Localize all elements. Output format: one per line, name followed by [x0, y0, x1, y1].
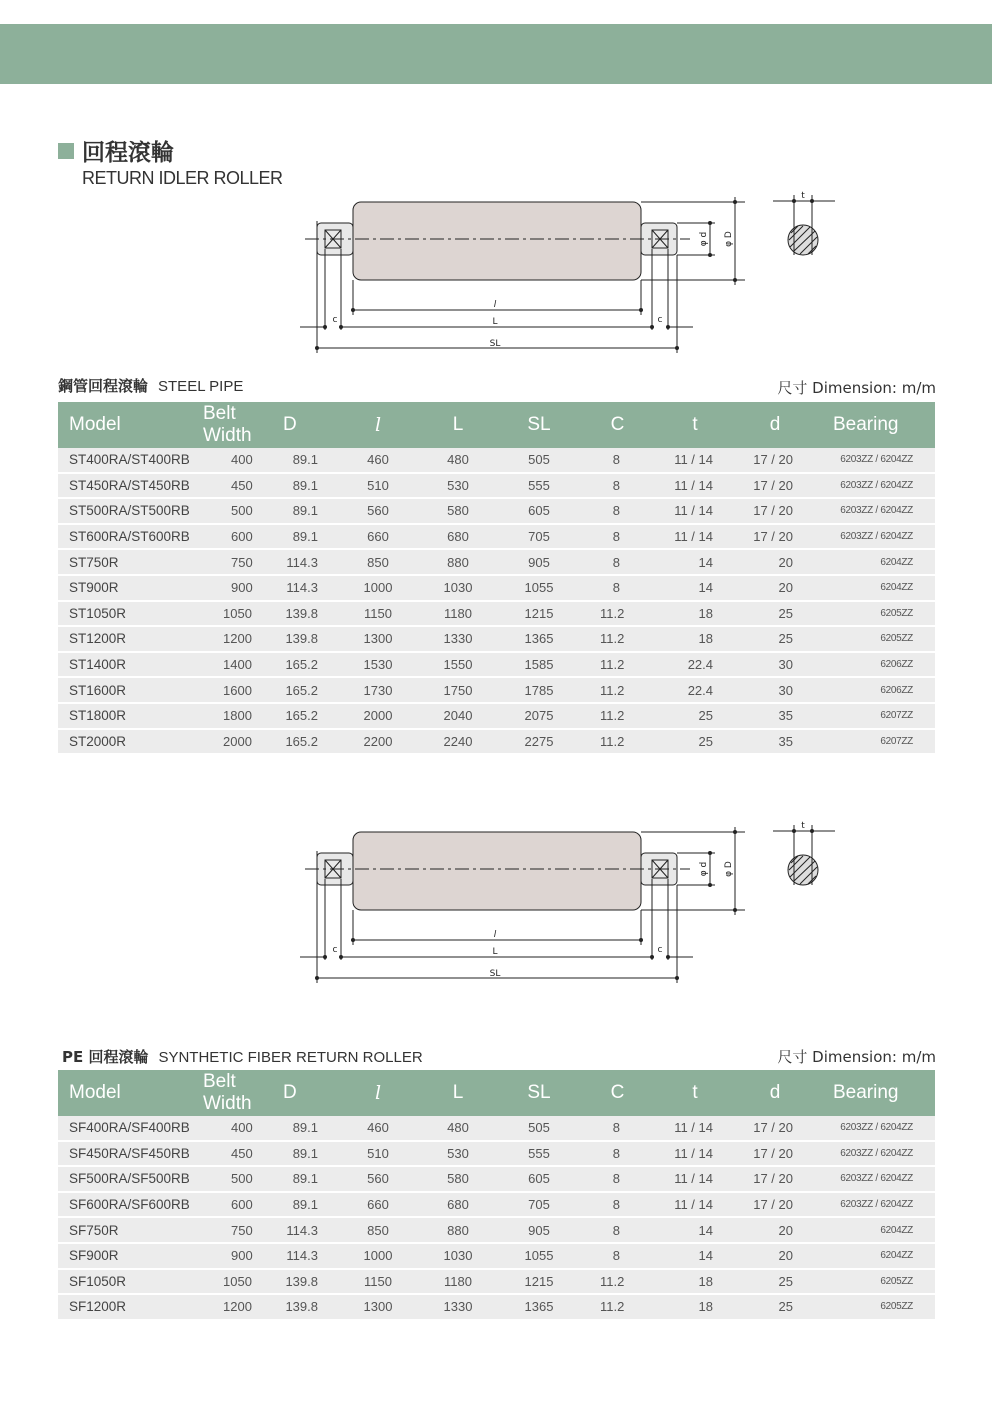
cell-SL: 705 [498, 1192, 580, 1218]
cell-t: 18 [655, 601, 735, 627]
cell-D: 114.3 [283, 1217, 338, 1243]
cell-l: 460 [338, 448, 418, 473]
cell-C: 8 [580, 549, 655, 575]
table-row [58, 575, 935, 601]
cell-model: SF400RA/SF400RB [58, 1116, 203, 1141]
cell-C: 11.2 [580, 1269, 655, 1295]
cell-C: 11.2 [580, 703, 655, 729]
table-row [58, 1192, 935, 1218]
cell-SL: 2075 [498, 703, 580, 729]
cell-D: 165.2 [283, 677, 338, 703]
cell-t: 22.4 [655, 677, 735, 703]
cell-t: 18 [655, 1269, 735, 1295]
cell-D: 114.3 [283, 549, 338, 575]
cell-L: 530 [418, 473, 498, 499]
cell-t: 25 [655, 703, 735, 729]
cell-SL: 605 [498, 498, 580, 524]
cell-L: 2240 [418, 729, 498, 755]
cell-d: 20 [735, 1217, 815, 1243]
cell-model: ST1200R [58, 626, 203, 652]
col-C: C [610, 1082, 625, 1103]
cell-model: ST750R [58, 549, 203, 575]
cell-l: 1000 [338, 575, 418, 601]
cell-SL: 555 [498, 473, 580, 499]
col-SL: SL [527, 1082, 551, 1103]
cell-D: 139.8 [283, 1294, 338, 1320]
cell-model: ST900R [58, 575, 203, 601]
cell-d: 17 / 20 [735, 1116, 815, 1141]
label-c-left: c [332, 945, 338, 955]
label-c-right: c [657, 945, 663, 955]
cell-t: 11 / 14 [655, 1116, 735, 1141]
cell-belt-width: 1050 [203, 1269, 283, 1295]
cell-d: 25 [735, 626, 815, 652]
cell-bearing: 6203ZZ / 6204ZZ [815, 498, 935, 524]
cell-t: 14 [655, 1243, 735, 1269]
cell-l: 850 [338, 1217, 418, 1243]
cell-C: 8 [580, 575, 655, 601]
cell-t: 14 [655, 1217, 735, 1243]
cell-t: 11 / 14 [655, 473, 735, 499]
cell-l: 1300 [338, 1294, 418, 1320]
cell-t: 11 / 14 [655, 1166, 735, 1192]
col-D: D [283, 1082, 297, 1103]
cell-C: 11.2 [580, 677, 655, 703]
cell-SL: 505 [498, 448, 580, 473]
cell-belt-width: 1050 [203, 601, 283, 627]
cell-D: 114.3 [283, 1243, 338, 1269]
table-row [58, 626, 935, 652]
cell-bearing: 6206ZZ [815, 677, 935, 703]
cell-D: 114.3 [283, 575, 338, 601]
label-c-left: c [332, 315, 338, 325]
cell-belt-width: 600 [203, 524, 283, 550]
cell-model: SF1050R [58, 1269, 203, 1295]
cell-belt-width: 1200 [203, 626, 283, 652]
cell-d: 30 [735, 652, 815, 678]
cell-l: 560 [338, 1166, 418, 1192]
steel-caption: 鋼管回程滾輪 STEEL PIPE [58, 377, 244, 395]
cell-L: 480 [418, 1116, 498, 1141]
label-L: L [492, 947, 498, 957]
col-L: L [452, 414, 464, 435]
label-SL: SL [489, 339, 501, 349]
cell-d: 35 [735, 729, 815, 755]
col-bearing: Bearing [833, 414, 899, 435]
cell-t: 14 [655, 549, 735, 575]
cell-SL: 705 [498, 524, 580, 550]
fiber-dimension-note: 尺寸 Dimension: m/m [777, 1048, 936, 1066]
square-bullet-icon [58, 143, 74, 159]
cell-C: 11.2 [580, 601, 655, 627]
cell-C: 11.2 [580, 652, 655, 678]
cell-bearing: 6203ZZ / 6204ZZ [815, 1192, 935, 1218]
label-d: φ d [699, 231, 709, 247]
cell-SL: 905 [498, 1217, 580, 1243]
table-row [58, 1141, 935, 1167]
cell-t: 11 / 14 [655, 448, 735, 473]
cell-SL: 1215 [498, 601, 580, 627]
col-model: Model [69, 1082, 121, 1103]
cell-bearing: 6203ZZ / 6204ZZ [815, 448, 935, 473]
cell-d: 17 / 20 [735, 1192, 815, 1218]
cell-bearing: 6204ZZ [815, 1243, 935, 1269]
cell-bearing: 6205ZZ [815, 601, 935, 627]
cell-L: 580 [418, 498, 498, 524]
cell-l: 660 [338, 524, 418, 550]
roller-drawing-fiber [295, 815, 855, 990]
cell-bearing: 6205ZZ [815, 1269, 935, 1295]
cell-model: ST450RA/ST450RB [58, 473, 203, 499]
cell-d: 17 / 20 [735, 1166, 815, 1192]
cell-belt-width: 2000 [203, 729, 283, 755]
cell-D: 89.1 [283, 1141, 338, 1167]
cell-belt-width: 1800 [203, 703, 283, 729]
label-D: φ D [724, 861, 734, 877]
cell-d: 17 / 20 [735, 524, 815, 550]
cell-SL: 1055 [498, 1243, 580, 1269]
section-title-en: RETURN IDLER ROLLER [82, 168, 283, 188]
cell-L: 1330 [418, 1294, 498, 1320]
col-D: D [283, 414, 297, 435]
cell-D: 89.1 [283, 524, 338, 550]
cell-L: 680 [418, 1192, 498, 1218]
label-t: t [801, 821, 805, 831]
cell-model: ST600RA/ST600RB [58, 524, 203, 550]
cell-L: 1180 [418, 601, 498, 627]
cell-d: 25 [735, 1269, 815, 1295]
cell-t: 11 / 14 [655, 524, 735, 550]
cell-SL: 905 [498, 549, 580, 575]
cell-t: 14 [655, 575, 735, 601]
cell-model: SF1200R [58, 1294, 203, 1320]
cell-bearing: 6204ZZ [815, 575, 935, 601]
cell-d: 35 [735, 703, 815, 729]
cell-bearing: 6207ZZ [815, 703, 935, 729]
cell-model: SF450RA/SF450RB [58, 1141, 203, 1167]
cell-t: 11 / 14 [655, 1192, 735, 1218]
section-title-zh: 回程滾輪 [82, 140, 174, 166]
cell-L: 1330 [418, 626, 498, 652]
cell-t: 25 [655, 729, 735, 755]
cell-L: 680 [418, 524, 498, 550]
roller-drawing-steel [295, 185, 855, 360]
cell-belt-width: 450 [203, 1141, 283, 1167]
cell-l: 510 [338, 1141, 418, 1167]
cell-l: 2000 [338, 703, 418, 729]
table-row [58, 1217, 935, 1243]
cell-D: 139.8 [283, 601, 338, 627]
cell-d: 30 [735, 677, 815, 703]
cell-d: 17 / 20 [735, 1141, 815, 1167]
steel-dimension-note: 尺寸 Dimension: m/m [777, 379, 936, 397]
table-row [58, 448, 935, 473]
table-row [58, 1269, 935, 1295]
cell-bearing: 6203ZZ / 6204ZZ [815, 524, 935, 550]
table-header-row [58, 402, 935, 448]
cell-belt-width: 450 [203, 473, 283, 499]
cell-D: 165.2 [283, 729, 338, 755]
cell-bearing: 6205ZZ [815, 1294, 935, 1320]
cell-L: 580 [418, 1166, 498, 1192]
table-row [58, 1116, 935, 1141]
cell-belt-width: 1400 [203, 652, 283, 678]
cell-d: 17 / 20 [735, 473, 815, 499]
cell-L: 1030 [418, 575, 498, 601]
cell-SL: 555 [498, 1141, 580, 1167]
cell-SL: 1365 [498, 626, 580, 652]
col-belt-width: Belt Width [203, 1071, 252, 1114]
cell-l: 850 [338, 549, 418, 575]
cell-model: ST2000R [58, 729, 203, 755]
label-d: φ d [699, 861, 709, 877]
cell-L: 530 [418, 1141, 498, 1167]
cell-C: 8 [580, 473, 655, 499]
table-row [58, 498, 935, 524]
cell-C: 8 [580, 1192, 655, 1218]
cell-l: 1000 [338, 1243, 418, 1269]
cell-L: 1180 [418, 1269, 498, 1295]
label-c-right: c [657, 315, 663, 325]
cell-bearing: 6207ZZ [815, 729, 935, 755]
steel-spec-table [58, 402, 935, 755]
col-t: t [692, 414, 698, 435]
label-l: l [493, 300, 497, 310]
cell-D: 139.8 [283, 626, 338, 652]
cell-model: SF500RA/SF500RB [58, 1166, 203, 1192]
table-row [58, 729, 935, 755]
cell-belt-width: 400 [203, 1116, 283, 1141]
table-row [58, 703, 935, 729]
cell-l: 560 [338, 498, 418, 524]
cell-SL: 1365 [498, 1294, 580, 1320]
cell-d: 20 [735, 575, 815, 601]
cell-bearing: 6203ZZ / 6204ZZ [815, 1116, 935, 1141]
cell-bearing: 6204ZZ [815, 549, 935, 575]
cell-t: 11 / 14 [655, 498, 735, 524]
cell-l: 2200 [338, 729, 418, 755]
cell-L: 1550 [418, 652, 498, 678]
fiber-caption: PE 回程滾輪 SYNTHETIC FIBER RETURN ROLLER [62, 1048, 423, 1066]
cell-model: SF900R [58, 1243, 203, 1269]
header-band [0, 24, 992, 84]
col-l: l [374, 1082, 382, 1104]
cell-D: 89.1 [283, 498, 338, 524]
cell-t: 11 / 14 [655, 1141, 735, 1167]
cell-d: 20 [735, 549, 815, 575]
cell-belt-width: 900 [203, 1243, 283, 1269]
table-row [58, 601, 935, 627]
table-header-row [58, 1070, 935, 1116]
cell-C: 8 [580, 448, 655, 473]
cell-D: 89.1 [283, 1116, 338, 1141]
cell-L: 2040 [418, 703, 498, 729]
cell-belt-width: 500 [203, 1166, 283, 1192]
cell-belt-width: 600 [203, 1192, 283, 1218]
cell-L: 1750 [418, 677, 498, 703]
cell-C: 8 [580, 1166, 655, 1192]
cell-t: 22.4 [655, 652, 735, 678]
col-C: C [610, 414, 625, 435]
cell-belt-width: 1600 [203, 677, 283, 703]
col-d: d [769, 414, 781, 435]
cell-SL: 505 [498, 1116, 580, 1141]
table-row [58, 1166, 935, 1192]
cell-belt-width: 400 [203, 448, 283, 473]
cell-d: 25 [735, 601, 815, 627]
cell-d: 20 [735, 1243, 815, 1269]
cell-C: 8 [580, 1243, 655, 1269]
col-l: l [374, 414, 382, 436]
cell-l: 1730 [338, 677, 418, 703]
cell-model: ST500RA/ST500RB [58, 498, 203, 524]
cell-SL: 1215 [498, 1269, 580, 1295]
cell-bearing: 6203ZZ / 6204ZZ [815, 1166, 935, 1192]
table-row [58, 1243, 935, 1269]
cell-bearing: 6204ZZ [815, 1217, 935, 1243]
cell-belt-width: 750 [203, 549, 283, 575]
cell-model: SF750R [58, 1217, 203, 1243]
table-row [58, 677, 935, 703]
section-heading [58, 134, 283, 188]
cell-C: 11.2 [580, 729, 655, 755]
col-t: t [692, 1082, 698, 1103]
cell-l: 660 [338, 1192, 418, 1218]
cell-l: 1150 [338, 601, 418, 627]
label-L: L [492, 317, 498, 327]
cell-l: 1530 [338, 652, 418, 678]
cell-D: 89.1 [283, 448, 338, 473]
cell-D: 165.2 [283, 703, 338, 729]
cell-SL: 605 [498, 1166, 580, 1192]
label-l: l [493, 930, 497, 940]
cell-L: 880 [418, 549, 498, 575]
cell-l: 1300 [338, 626, 418, 652]
cell-d: 25 [735, 1294, 815, 1320]
cell-t: 18 [655, 1294, 735, 1320]
cell-D: 89.1 [283, 1166, 338, 1192]
cell-C: 8 [580, 1141, 655, 1167]
table-row [58, 524, 935, 550]
cell-C: 8 [580, 498, 655, 524]
cell-belt-width: 1200 [203, 1294, 283, 1320]
label-t: t [801, 191, 805, 201]
cell-t: 18 [655, 626, 735, 652]
cell-model: ST1600R [58, 677, 203, 703]
cell-L: 880 [418, 1217, 498, 1243]
cell-bearing: 6203ZZ / 6204ZZ [815, 473, 935, 499]
cell-SL: 1785 [498, 677, 580, 703]
cell-D: 89.1 [283, 1192, 338, 1218]
cell-D: 165.2 [283, 652, 338, 678]
cell-l: 510 [338, 473, 418, 499]
cell-l: 460 [338, 1116, 418, 1141]
cell-bearing: 6205ZZ [815, 626, 935, 652]
cell-C: 8 [580, 1217, 655, 1243]
cell-D: 139.8 [283, 1269, 338, 1295]
col-belt-width: Belt Width [203, 403, 252, 446]
cell-L: 1030 [418, 1243, 498, 1269]
col-SL: SL [527, 414, 551, 435]
cell-bearing: 6203ZZ / 6204ZZ [815, 1141, 935, 1167]
cell-l: 1150 [338, 1269, 418, 1295]
cell-model: ST1400R [58, 652, 203, 678]
cell-SL: 1055 [498, 575, 580, 601]
cell-L: 480 [418, 448, 498, 473]
label-D: φ D [724, 231, 734, 247]
cell-C: 8 [580, 1116, 655, 1141]
table-row [58, 1294, 935, 1320]
cell-model: ST1800R [58, 703, 203, 729]
cell-model: SF600RA/SF600RB [58, 1192, 203, 1218]
cell-bearing: 6206ZZ [815, 652, 935, 678]
col-bearing: Bearing [833, 1082, 899, 1103]
table-row [58, 473, 935, 499]
cell-D: 89.1 [283, 473, 338, 499]
cell-d: 17 / 20 [735, 498, 815, 524]
cell-model: ST1050R [58, 601, 203, 627]
table-row [58, 549, 935, 575]
cell-SL: 1585 [498, 652, 580, 678]
cell-model: ST400RA/ST400RB [58, 448, 203, 473]
fiber-spec-table [58, 1070, 935, 1321]
cell-d: 17 / 20 [735, 448, 815, 473]
cell-belt-width: 900 [203, 575, 283, 601]
cell-C: 11.2 [580, 1294, 655, 1320]
label-SL: SL [489, 969, 501, 979]
cell-C: 11.2 [580, 626, 655, 652]
cell-belt-width: 750 [203, 1217, 283, 1243]
cell-C: 8 [580, 524, 655, 550]
col-L: L [452, 1082, 464, 1103]
cell-belt-width: 500 [203, 498, 283, 524]
col-d: d [769, 1082, 781, 1103]
table-row [58, 652, 935, 678]
cell-SL: 2275 [498, 729, 580, 755]
col-model: Model [69, 414, 121, 435]
